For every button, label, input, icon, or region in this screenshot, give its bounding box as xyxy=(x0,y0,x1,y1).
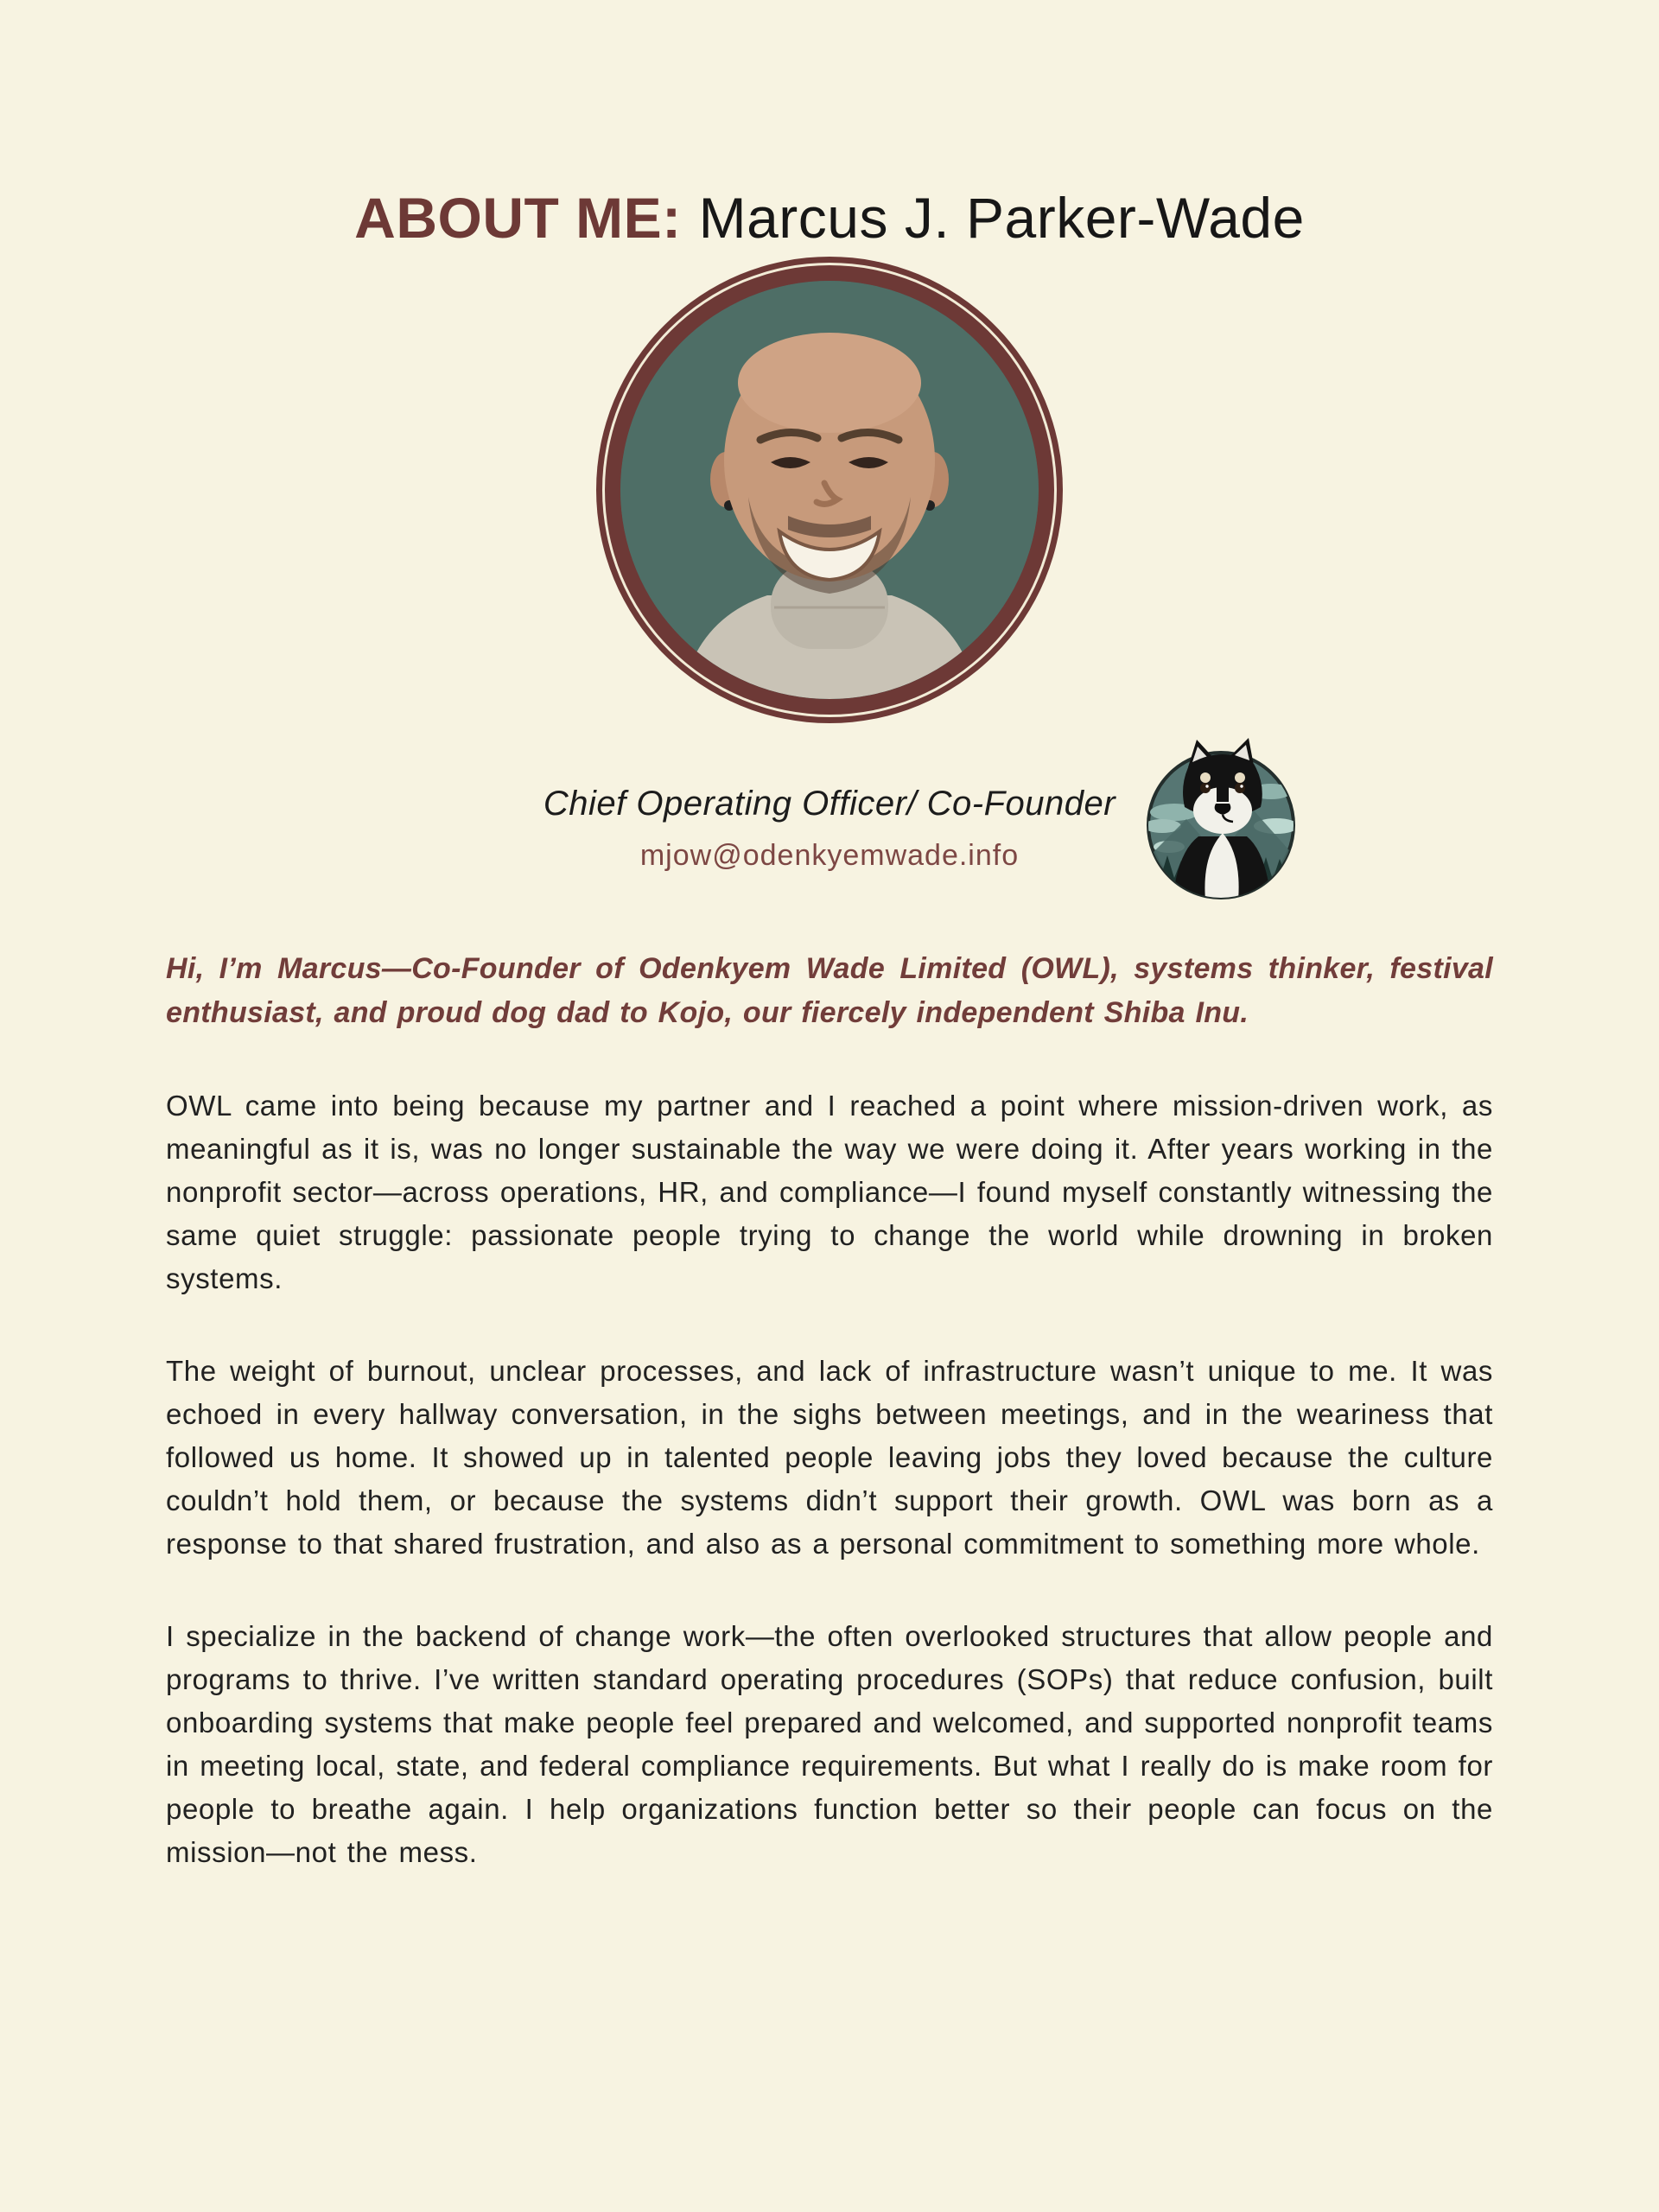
profile-email[interactable]: mjow@odenkyemwade.info xyxy=(639,839,1020,872)
about-text-column xyxy=(166,947,1493,1923)
company-logo xyxy=(1143,726,1299,903)
page-title-label: ABOUT ME: xyxy=(354,186,682,251)
profile-meta xyxy=(0,785,1659,873)
profile-photo xyxy=(620,281,1039,699)
about-paragraph-2: The weight of burnout, unclear processes, and lack of infrastructure wasn’t unique to me. It was echoed in every hallway conversation, in the sighs between meetings, and in the weariness that followed us home. It showed up in talented people leaving jobs they loved because the culture couldn’t hold them, or because the systems didn’t support their growth. OWL was born as a response to that shared frustration, and also as a personal commitment to something more whole. xyxy=(166,1355,1493,1560)
about-paragraph-1: OWL came into being because my partner and I reached a point where mission-driven work, as meaningful as it is, was no longer sustainable the way we were doing it. After years working in the nonprofit sector—across operations, HR, and compliance—I found myself constantly witnessing the same quiet struggle: passionate people trying to change the world while drowning in broken systems. xyxy=(166,1090,1493,1294)
shiba-inu-badge-icon xyxy=(1143,726,1299,903)
about-paragraph-3: I specialize in the backend of change work—the often overlooked structures that allow people and programs to thrive. I’ve written standard operating procedures (SOPs) that reduce confusion, built onboarding systems that make people feel prepared and welcomed, and supported nonprofit teams in meeting local, state, and federal compliance requirements. But what I really do is make room for people to breathe again. I help organizations function better so their people can focus on the mission—not the mess. xyxy=(166,1620,1493,1868)
page-title-name: Marcus J. Parker-Wade xyxy=(698,186,1305,251)
intro-paragraph: Hi, I’m Marcus—Co-Founder of Odenkyem Wade Limited (OWL), systems thinker, festival enthusiast, and proud dog dad to Kojo, our fiercely independent Shiba Inu. xyxy=(166,952,1493,1029)
portrait-photo-image xyxy=(620,281,1039,699)
profile-role: Chief Operating Officer/ Co-Founder xyxy=(543,785,1116,823)
page-title xyxy=(0,187,1659,250)
